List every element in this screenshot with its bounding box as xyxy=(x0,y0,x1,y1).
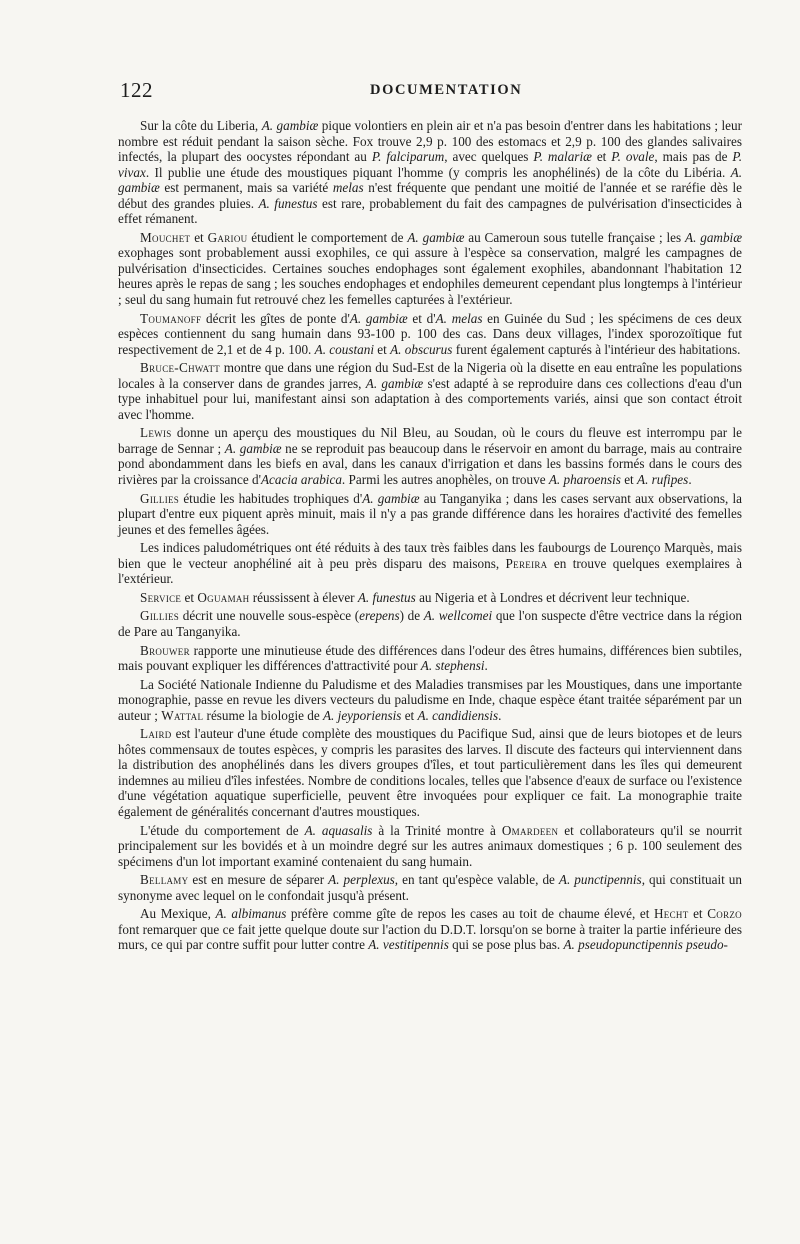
text-run: L'étude du comportement de xyxy=(140,822,305,838)
text-run: qui se pose plus bas. xyxy=(448,937,564,953)
page-header xyxy=(120,78,740,104)
text-run: Au Mexique, xyxy=(140,906,216,922)
text-run: décrit les gîtes de ponte d' xyxy=(201,310,350,326)
species-name: A. punctipennis xyxy=(558,872,642,888)
text-run: . xyxy=(484,658,488,674)
text-run: est rare, probablement du fait des campagnes de pulvérisation d'insecticides à effet rémanent. xyxy=(118,195,742,227)
text-run: La Société Nationale Indienne du Paludisme et des Maladies transmises par les Moustiques, dans une importante monographie, passe en revue les divers vecteurs du paludisme en Inde, chaque espèce étant traitée séparément par un auteur ; xyxy=(118,676,742,723)
species-name: A. gambiæ xyxy=(349,310,408,326)
body-text xyxy=(118,118,742,956)
text-run: s'est adapté à se reproduire dans ces collections d'eau d'un type inhabituel pour lui, manifestant ainsi son adaptation à des comportements variés, ainsi que son contact étroit avec l'homme. xyxy=(118,375,742,422)
paragraph xyxy=(118,118,742,227)
text-run: rapporte une minutieuse étude des différences dans l'odeur des êtres humains, différences bien subtiles, mais pouvant expliquer les différences d'attractivité pour xyxy=(118,642,742,674)
text-run: décrit une nouvelle sous-espèce ( xyxy=(179,608,360,624)
author-name: Gillies xyxy=(140,490,180,506)
page-number: 122 xyxy=(120,78,153,102)
author-name: Toumanoff xyxy=(140,310,202,326)
text-run: est en mesure de séparer xyxy=(188,872,329,888)
text-run: . Il publie une étude des moustiques piquant l'homme (y compris les anophélinés) de la côte du Libéria. xyxy=(145,164,731,180)
text-run: , mais pas de xyxy=(654,149,733,165)
text-run: pique volontiers en plein air et n'a pas besoin d'entrer dans les habitations ; leur nombre est réduit pendant la saison sèche. Fox trouve 2,9 p. 100 des estomacs et 2,9 p. 100 des glandes salivaires infectés, la plupart des oocystes répondant au xyxy=(118,118,742,165)
text-run: donne un aperçu des moustiques du Nil Bleu, au Soudan, où le cours du fleuve est interrompu par le barrage de Sennar ; xyxy=(118,425,742,456)
species-name: A. gambiæ xyxy=(685,229,743,245)
species-name: A. pharoensis xyxy=(548,472,621,488)
text-run: font remarquer que ce fait jette quelque doute sur l'action du D.D.T. lorsqu'on se borne à traiter la partie inférieure des murs, ce qui par contre suffit pour lutter contre xyxy=(118,921,742,953)
author-name: Brouwer xyxy=(140,642,190,658)
text-run: , qui constituait un synonyme avec lequel on le confondait jusqu'à présent. xyxy=(118,872,742,903)
text-run: réussissent à élever xyxy=(249,589,358,605)
paragraph xyxy=(118,590,742,606)
text-run: étudient le comportement de xyxy=(247,229,408,245)
text-run: n'est fréquente que pendant une moitié de l'année et se raréfie dès le début des grandes pluies. xyxy=(118,180,742,211)
author-name: Bellamy xyxy=(140,872,189,888)
species-name: P. ovale xyxy=(611,149,655,165)
text-run: , avec quelques xyxy=(444,149,534,165)
species-name: A. albimanus xyxy=(215,906,287,922)
species-name: P. malariæ xyxy=(533,149,592,165)
paragraph xyxy=(118,906,742,953)
text-run: , en tant qu'espèce valable, de xyxy=(394,872,559,888)
author-name: Wattal xyxy=(161,707,204,723)
paragraph xyxy=(118,643,742,674)
text-run: étudie les habitudes trophiques d' xyxy=(179,490,363,506)
species-name: Acacia arabica xyxy=(260,472,342,488)
paragraph xyxy=(118,230,742,308)
text-run: et xyxy=(591,149,612,165)
author-name: Oguamah xyxy=(197,589,250,605)
species-name: A. gambiæ xyxy=(407,229,465,245)
text-run: et xyxy=(374,341,391,357)
text-run: et xyxy=(190,229,208,245)
text-run: et xyxy=(688,906,708,922)
species-name: A. rufipes xyxy=(637,472,689,488)
text-run: en trouve quelques exemplaires à l'extérieur. xyxy=(118,555,742,587)
paragraph xyxy=(118,823,742,870)
author-name: Service xyxy=(140,589,182,605)
author-name: Gillies xyxy=(140,608,180,624)
author-name: Pereira xyxy=(505,555,548,571)
text-run: et xyxy=(620,472,638,488)
author-name: Corzo xyxy=(707,906,742,922)
text-run: au Tanganyika ; dans les cases servant aux observations, la plupart d'entre eux piquent après minuit, mais il n'y a pas grande différence dans les horaires d'activité des femelles jeunes et des femelles âgées. xyxy=(118,490,742,537)
text-run: montre que dans une région du Sud-Est de la Nigeria où la disette en eau entraîne les populations locales à la conserver dans de grandes jarres, xyxy=(118,360,742,391)
text-run: et d' xyxy=(407,310,436,326)
paragraph xyxy=(118,311,742,358)
text-run: est permanent, mais sa variété xyxy=(159,180,333,196)
text-run: et collaborateurs qu'il se nourrit principalement sur les bovidés et à un moindre degré sur les autres animaux domestiques ; 6 p. 100 seulement des spécimens d'un lot important examiné contenaient du sang humain. xyxy=(118,822,742,869)
text-run: furent également capturés à l'intérieur des habitations. xyxy=(452,341,741,357)
species-name: A. funestus xyxy=(357,589,416,605)
text-run: exophages sont probablement aussi exophiles, ce qui assure à l'espèce sa conservation, malgré les campagnes de pulvérisation d'insecticides. Certaines souches endophages sont également exophiles, abandonnant l'habitation 12 heures après le repas de sang ; les souches endophages et endophiles demeurent cependant plus longtemps à l'intérieur ; seul du sang humain fut retrouvé chez les femelles capturées à l'extérieur. xyxy=(118,245,742,308)
species-name: P. falciparum xyxy=(371,149,445,165)
species-name: A. stephensi xyxy=(420,658,485,674)
species-name: A. gambiæ xyxy=(118,164,742,196)
author-name: Bruce-Chwatt xyxy=(140,360,221,376)
author-name: Mouchet xyxy=(140,229,191,245)
text-run: que l'on suspecte d'être vectrice dans la région de Pare au Tanganyika. xyxy=(118,608,743,639)
paragraph xyxy=(118,726,742,819)
paragraph xyxy=(118,491,742,538)
species-name: A. obscurus xyxy=(390,341,453,357)
text-run: ne se reproduit pas beaucoup dans le réservoir en amont du barrage, mais au contraire pond abondamment dans les biefs en aval, dans les canaux d'irrigation et dans les bassins formés dans le cours des rivières par la croissance d' xyxy=(118,440,742,488)
species-name: A. gambiæ xyxy=(365,375,424,391)
species-name: A. perplexus xyxy=(328,872,395,888)
text-run: et xyxy=(181,589,198,605)
running-title: DOCUMENTATION xyxy=(370,82,523,98)
species-name: melas xyxy=(332,180,364,196)
text-run: . xyxy=(498,707,502,723)
paragraph xyxy=(118,677,742,724)
text-run: est l'auteur d'une étude complète des moustiques du Pacifique Sud, ainsi que de leurs biotopes et de leurs hôtes commensaux de toutes espèces, y compris les parasites des larves. Il discute des facteurs qui interviennent dans la distribution des anophélinés dans les divers groupes d'îles, et tout particulièrement dans les îles qui demeurent indemnes au milieu d'îles infestées. Nombre de conditions locales, telles que l'absence d'eaux de surface ou l'existence d'une végétation aquatique superficielle, peuvent être invoquées pour expliquer ce fait. La monographie traite également de généralités concernant d'autres moustiques. xyxy=(118,726,742,819)
author-name: Laird xyxy=(140,726,172,742)
author-name: Lewis xyxy=(140,425,172,441)
text-run: en Guinée du Sud ; les spécimens de ces deux espèces contiennent du sang humain dans 93-100 p. 100 des cas. Dans deux villages, l'index sporozoïtique fut respectivement de 2,1 et de 4 p. 100. xyxy=(118,310,743,357)
text-run: résume la biologie de xyxy=(203,707,323,723)
text-run: préfère comme gîte de repos les cases au toit de chaume élevé, et xyxy=(286,906,654,922)
text-run: Sur la côte du Liberia, xyxy=(140,118,262,133)
species-name: A. coustani xyxy=(314,341,374,357)
author-name: Gariou xyxy=(207,229,248,245)
author-name: Hecht xyxy=(653,906,689,922)
text-run: ) de xyxy=(399,608,424,624)
text-run: . xyxy=(688,472,692,488)
species-name: A. funestus xyxy=(258,195,318,211)
paragraph xyxy=(118,540,742,587)
species-name: A. gambiæ xyxy=(224,440,282,456)
paragraph xyxy=(118,608,742,639)
species-name: A. candidiensis xyxy=(417,707,499,723)
author-name: Omardeen xyxy=(501,822,559,838)
text-run: au Cameroun sous tutelle française ; les xyxy=(464,229,686,245)
text-run: Les indices paludométriques ont été réduits à des taux très faibles dans les faubourgs de Lourenço Marquès, mais bien que le vecteur anophéliné ait à peu près disparu des maisons, xyxy=(118,540,742,571)
species-name: A. gambiæ xyxy=(362,490,420,506)
species-name: P. vivax xyxy=(118,149,742,180)
species-name: A. gambiæ xyxy=(261,118,319,133)
text-run: et xyxy=(401,707,418,723)
paragraph xyxy=(118,425,742,487)
species-name: A. melas xyxy=(435,310,483,326)
paragraph xyxy=(118,360,742,422)
text-run: . Parmi les autres anophèles, on trouve xyxy=(341,472,549,488)
text-run: au Nigeria et à Londres et décrivent leur technique. xyxy=(415,589,690,605)
species-name: A. vestitipennis xyxy=(368,937,449,953)
species-name: A. jeyporiensis xyxy=(323,707,402,723)
species-name: A. pseudopunctipennis pseudo- xyxy=(563,937,728,953)
species-name: erepens xyxy=(359,608,400,624)
text-run: à la Trinité montre à xyxy=(372,822,502,838)
species-name: A. aquasalis xyxy=(304,822,373,838)
paragraph xyxy=(118,872,742,903)
species-name: A. wellcomei xyxy=(423,608,493,624)
